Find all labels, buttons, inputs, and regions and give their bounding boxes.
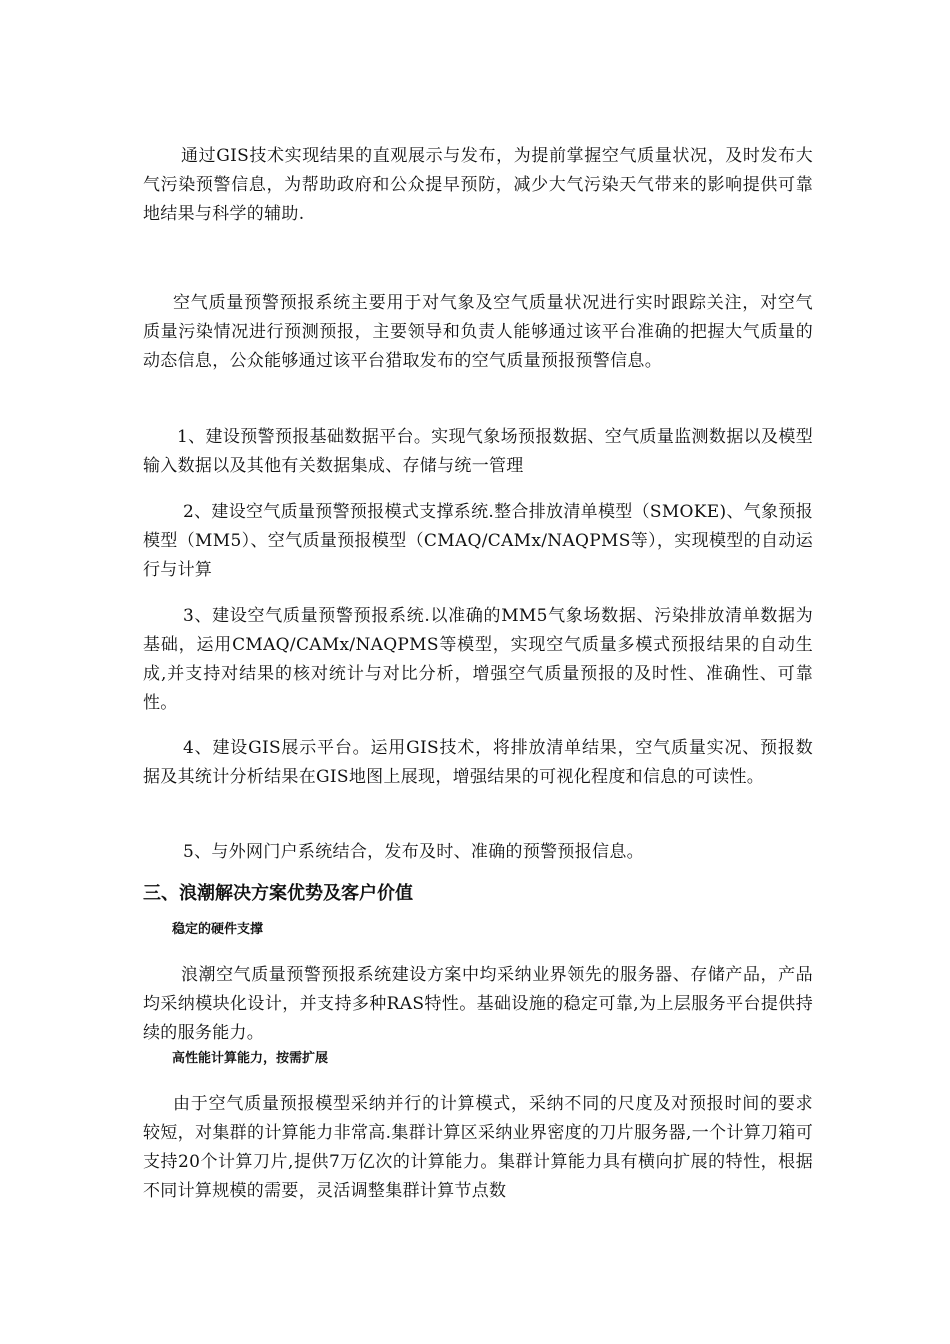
hardware-paragraph: 浪潮空气质量预警预报系统建设方案中均采纳业界领先的服务器、存储产品，产品均采纳模块化设计，并支持多种RAS特性。基础设施的稳定可靠,为上层服务平台提供持续的服务能力。 (143, 965, 813, 1043)
list-item-5: 5、与外网门户系统结合，发布及时、准确的预警预报信息。 (183, 842, 644, 862)
computing-paragraph: 由于空气质量预报模型采纳并行的计算模式，采纳不同的尺度及对预报时间的要求较短，对集群的计算能力非常高.集群计算区采纳业界密度的刀片服务器,一个计算刀箱可支持20个计算刀片,提供7万亿次的计算能力。集群计算能力具有横向扩展的特性，根据不同计算规模的需要，灵活调整集群计算节点数 (143, 1094, 813, 1201)
system-overview-paragraph: 空气质量预警预报系统主要用于对气象及空气质量状况进行实时跟踪关注，对空气质量污染情况进行预测预报，主要领导和负责人能够通过该平台准确的把握大气质量的动态信息，公众能够通过该平台猎取发布的空气质量预报预警信息。 (143, 293, 813, 371)
hardware-subheading: 稳定的硬件支撑 (172, 922, 264, 937)
list-item-4: 4、建设GIS展示平台。运用GIS技术，将排放清单结果，空气质量实况、预报数据及其统计分析结果在GIS地图上展现，增强结果的可视化程度和信息的可读性。 (143, 738, 813, 787)
intro-paragraph: 通过GIS技术实现结果的直观展示与发布，为提前掌握空气质量状况，及时发布大气污染预警信息，为帮助政府和公众提早预防，减少大气污染天气带来的影响提供可靠地结果与科学的辅助. (143, 146, 813, 224)
list-item-2: 2、建设空气质量预警预报模式支撑系统.整合排放清单模型（SMOKE)、气象预报模型（MM5）、空气质量预报模型（CMAQ/CAMx/NAQPMS等），实现模型的自动运行与计算 (143, 502, 813, 580)
list-item-3: 3、建设空气质量预警预报系统.以准确的MM5气象场数据、污染排放清单数据为基础，运用CMAQ/CAMx/NAQPMS等模型，实现空气质量多模式预报结果的自动生成,并支持对结果的核对统计与对比分析，增强空气质量预报的及时性、准确性、可靠性。 (143, 606, 813, 713)
section-heading: 三、浪潮解决方案优势及客户价值 (143, 883, 413, 904)
computing-subheading: 高性能计算能力，按需扩展 (172, 1051, 329, 1066)
list-item-1: 1、建设预警预报基础数据平台。实现气象场预报数据、空气质量监测数据以及模型输入数据以及其他有关数据集成、存储与统一管理 (143, 427, 813, 476)
